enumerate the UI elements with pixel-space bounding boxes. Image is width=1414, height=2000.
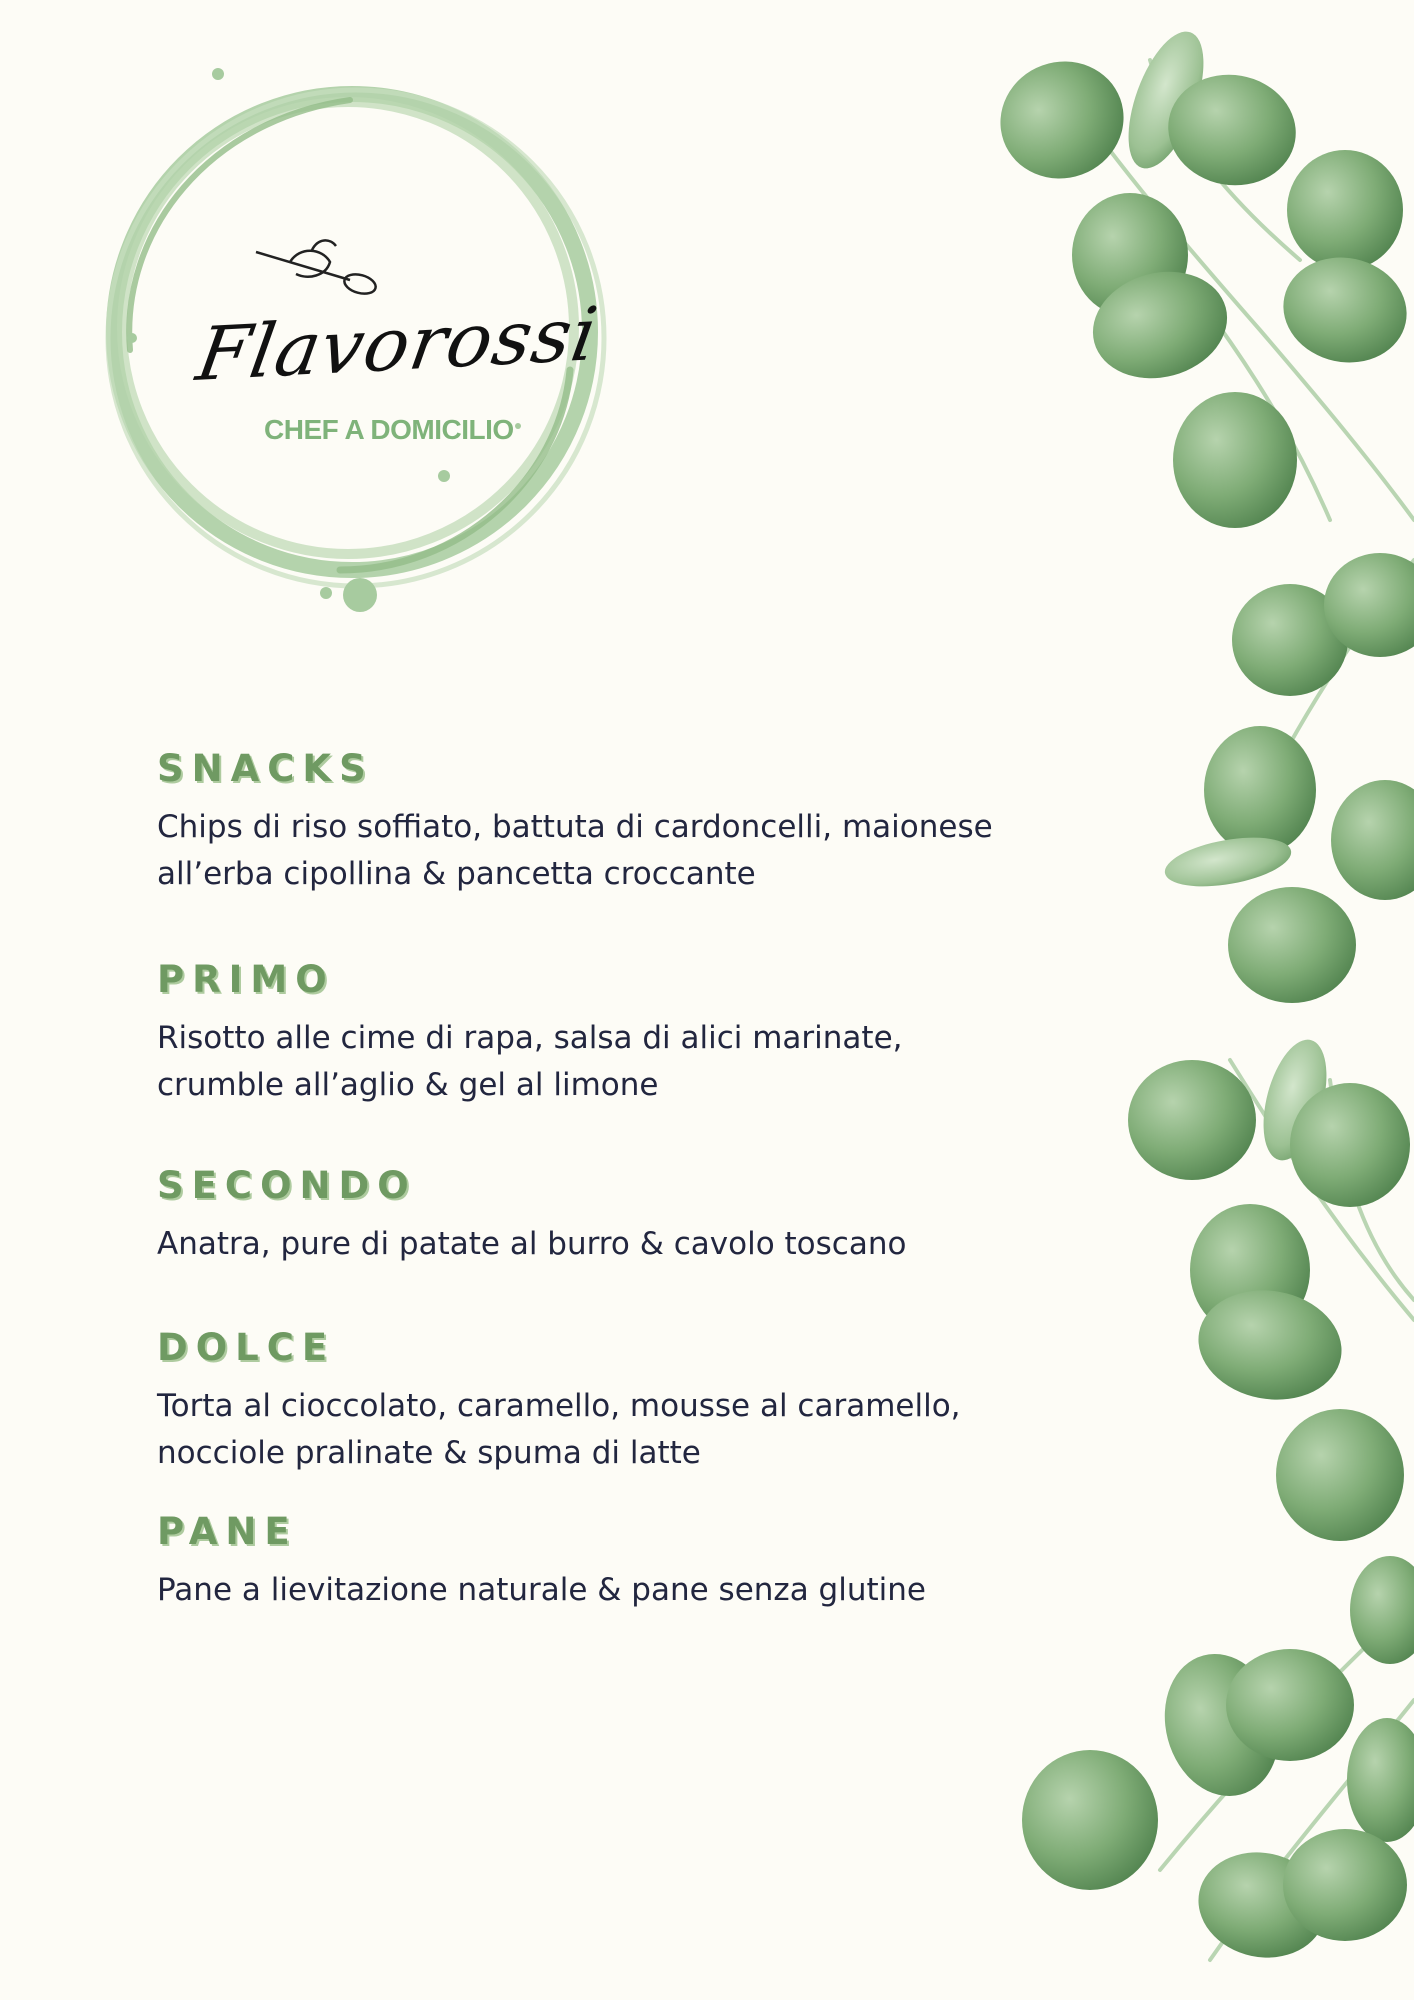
leaf-cluster-middle-upper	[1161, 553, 1414, 1003]
section-description: Anatra, pure di patate al burro & cavolo toscano	[157, 1226, 907, 1262]
leaf-cluster-middle-lower	[1128, 1033, 1410, 1541]
menu-section-snacks	[157, 748, 1157, 898]
section-title: PANE	[157, 1510, 298, 1553]
logo-name: Flavorossi	[191, 291, 604, 398]
section-title: PRIMO	[157, 958, 335, 1001]
section-title: SNACKS	[157, 747, 374, 790]
menu-section-secondo	[157, 1165, 1157, 1268]
menu-section-primo	[157, 959, 1157, 1109]
leaf-cluster-top	[984, 22, 1414, 528]
logo	[60, 50, 620, 630]
section-description: Torta al cioccolato, caramello, mousse al caramello, nocciole pralinate & spuma di latte	[157, 1388, 961, 1471]
menu-section-pane	[157, 1511, 1157, 1614]
section-title: SECONDO	[157, 1164, 417, 1207]
section-title: DOLCE	[157, 1326, 336, 1369]
logo-subtitle: CHEF A DOMICILIO	[264, 414, 514, 445]
section-description: Risotto alle cime di rapa, salsa di alici marinate, crumble all’aglio & gel al limone	[157, 1020, 903, 1103]
leaf-cluster-bottom	[1022, 1556, 1414, 1969]
menu-section-dolce	[157, 1327, 1157, 1477]
section-description: Pane a lievitazione naturale & pane senza glutine	[157, 1572, 926, 1608]
section-description: Chips di riso soffiato, battuta di cardoncelli, maionese all’erba cipollina & pancetta croccante	[157, 809, 993, 892]
